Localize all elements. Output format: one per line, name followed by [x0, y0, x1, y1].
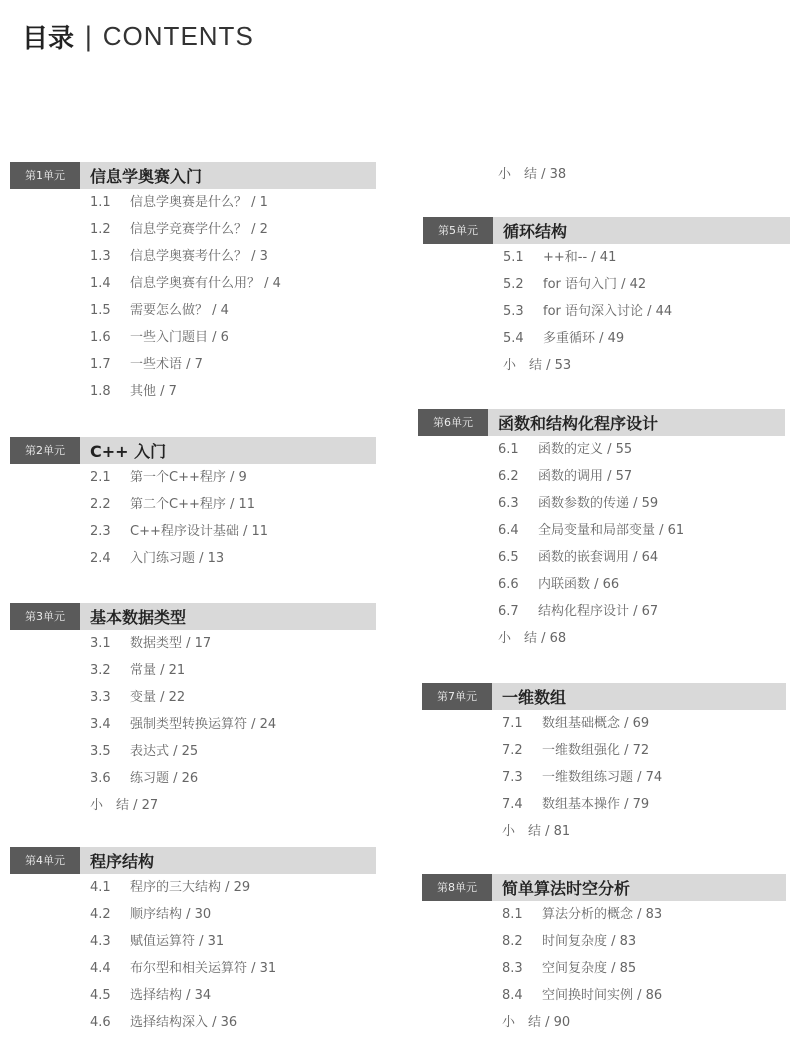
unit-section: [423, 217, 790, 379]
entry-number: 7.4: [502, 797, 523, 812]
entry-text: 一些入门题目 / 6: [130, 330, 229, 345]
unit-section: [10, 603, 376, 819]
entry-number: 6.5: [498, 550, 519, 565]
entry-text: 一维数组强化 / 72: [542, 743, 650, 758]
toc-entry[interactable]: [502, 737, 786, 764]
entry-number: 3.4: [90, 717, 111, 732]
unit-section: [10, 162, 376, 405]
entry-text: 信息学奥赛考什么？ / 3: [130, 249, 268, 264]
entry-number: 4.1: [90, 880, 111, 895]
entry-text: 数据类型 / 17: [130, 636, 212, 651]
toc-entry[interactable]: [90, 351, 376, 378]
toc-entry[interactable]: [90, 874, 376, 901]
entry-text: 一些术语 / 7: [130, 357, 203, 372]
unit-header[interactable]: [10, 603, 376, 630]
entry-text: 信息学竞赛学什么？ / 2: [130, 222, 268, 237]
entry-number: 1.6: [90, 330, 111, 345]
toc-entry[interactable]: [90, 464, 376, 491]
unit-header[interactable]: [418, 409, 785, 436]
toc-entry[interactable]: [90, 684, 376, 711]
entry-number: 8.3: [502, 961, 523, 976]
entry-text: 强制类型转换运算符 / 24: [130, 717, 277, 732]
toc-entry[interactable]: [90, 928, 376, 955]
entry-text: 函数的调用 / 57: [538, 469, 633, 484]
entry-number: 2.1: [90, 470, 111, 485]
toc-entry-summary-unit4[interactable]: 小 结 / 38: [498, 167, 567, 182]
entry-text: 顺序结构 / 30: [130, 907, 212, 922]
entry-text: 第一个C++程序 / 9: [130, 470, 247, 485]
entry-text: 数组基本操作 / 79: [542, 797, 650, 812]
entry-number: 8.2: [502, 934, 523, 949]
entry-text: 变量 / 22: [130, 690, 186, 705]
entry-text: 一维数组练习题 / 74: [542, 770, 663, 785]
entry-number: 6.1: [498, 442, 519, 457]
page-title: [22, 18, 254, 55]
toc-entry[interactable]: [503, 298, 790, 325]
entry-number: 6.6: [498, 577, 519, 592]
entry-number: 5.4: [503, 331, 524, 346]
toc-entry[interactable]: [90, 189, 376, 216]
unit-section: [422, 874, 786, 1036]
entry-text: 赋值运算符 / 31: [130, 934, 225, 949]
entry-number: 1.2: [90, 222, 111, 237]
entry-number: 3.2: [90, 663, 111, 678]
entry-number: 4.2: [90, 907, 111, 922]
toc-entry[interactable]: [90, 1009, 376, 1036]
unit-header[interactable]: [10, 847, 376, 874]
entry-text: 数组基础概念 / 69: [542, 716, 650, 731]
toc-entry[interactable]: [90, 792, 376, 819]
entry-number: 4.5: [90, 988, 111, 1003]
toc-entry[interactable]: [498, 463, 785, 490]
entry-text: C++程序设计基础 / 11: [130, 524, 269, 539]
entry-text: 函数参数的传递 / 59: [538, 496, 659, 511]
entry-number: 1.3: [90, 249, 111, 264]
unit-header[interactable]: [10, 437, 376, 464]
entry-number: 4.3: [90, 934, 111, 949]
entry-number: 7.2: [502, 743, 523, 758]
entry-text: 入门练习题 / 13: [130, 551, 225, 566]
unit-title: 一维数组: [502, 688, 567, 707]
entry-number: 7.3: [502, 770, 523, 785]
unit-label: 第7单元: [422, 683, 492, 710]
toc-entry[interactable]: [498, 571, 785, 598]
unit-section: [10, 847, 376, 1036]
toc-entry[interactable]: [498, 625, 785, 652]
entry-number: 4.6: [90, 1015, 111, 1030]
toc-entry[interactable]: [90, 982, 376, 1009]
unit-title: 信息学奥赛入门: [90, 167, 203, 186]
toc-entry[interactable]: [90, 518, 376, 545]
unit-title: 简单算法时空分析: [502, 879, 631, 898]
entry-text: 第二个C++程序 / 11: [130, 497, 256, 512]
entry-text: 多重循环 / 49: [543, 331, 625, 346]
unit-section: [10, 437, 376, 572]
entry-number: 1.4: [90, 276, 111, 291]
toc-entry[interactable]: [502, 901, 786, 928]
unit-header[interactable]: [423, 217, 790, 244]
unit-label: 第2单元: [10, 437, 80, 464]
entry-number: 4.4: [90, 961, 111, 976]
entry-number: 7.1: [502, 716, 523, 731]
title-en: CONTENTS: [102, 21, 254, 51]
toc-entry[interactable]: [90, 216, 376, 243]
entry-text: 选择结构深入 / 36: [130, 1015, 238, 1030]
entry-text: for 语句深入讨论 / 44: [543, 304, 673, 319]
entry-text: 程序的三大结构 / 29: [130, 880, 251, 895]
entry-text: 内联函数 / 66: [538, 577, 620, 592]
entry-number: 1.8: [90, 384, 111, 399]
toc-entry[interactable]: [90, 738, 376, 765]
entry-number: 3.6: [90, 771, 111, 786]
entry-text: 函数的嵌套调用 / 64: [538, 550, 659, 565]
entry-text: 小 结 / 68: [498, 631, 567, 646]
entry-text: 常量 / 21: [130, 663, 186, 678]
toc-entry[interactable]: [90, 378, 376, 405]
unit-section: [418, 409, 785, 652]
entry-number: 8.4: [502, 988, 523, 1003]
entry-text: 表达式 / 25: [130, 744, 199, 759]
entry-number: 3.5: [90, 744, 111, 759]
entry-number: 6.3: [498, 496, 519, 511]
entry-text: 信息学奥赛是什么？ / 1: [130, 195, 268, 210]
title-separator: |: [84, 21, 93, 52]
toc-entry[interactable]: [502, 928, 786, 955]
toc-entry[interactable]: [498, 436, 785, 463]
entry-text: 练习题 / 26: [130, 771, 199, 786]
unit-label: 第5单元: [423, 217, 493, 244]
toc-entry[interactable]: [498, 598, 785, 625]
entry-text: 布尔型和相关运算符 / 31: [130, 961, 277, 976]
toc-entry[interactable]: [90, 630, 376, 657]
entry-number: 6.2: [498, 469, 519, 484]
unit-label: 第8单元: [422, 874, 492, 901]
entry-number: 1.5: [90, 303, 111, 318]
toc-entry[interactable]: [90, 324, 376, 351]
unit-title: 循环结构: [503, 222, 568, 241]
unit-header[interactable]: [10, 162, 376, 189]
toc-entry[interactable]: [90, 657, 376, 684]
entry-text: 空间复杂度 / 85: [542, 961, 637, 976]
toc-entry[interactable]: [90, 270, 376, 297]
unit-title: C++ 入门: [90, 442, 167, 461]
unit-header[interactable]: [422, 683, 786, 710]
toc-entry[interactable]: [90, 545, 376, 572]
toc-entry[interactable]: [503, 352, 790, 379]
entry-text: 结构化程序设计 / 67: [538, 604, 659, 619]
entry-text: 其他 / 7: [130, 384, 177, 399]
unit-label: 第1单元: [10, 162, 80, 189]
entry-text: 时间复杂度 / 83: [542, 934, 637, 949]
entry-number: 5.3: [503, 304, 524, 319]
toc-entry[interactable]: [90, 901, 376, 928]
toc-entry[interactable]: [503, 271, 790, 298]
toc-entry[interactable]: [90, 955, 376, 982]
entry-number: 6.7: [498, 604, 519, 619]
entry-text: for 语句入门 / 42: [543, 277, 647, 292]
toc-entry[interactable]: [498, 490, 785, 517]
toc-entry[interactable]: [502, 764, 786, 791]
entry-number: 6.4: [498, 523, 519, 538]
toc-entry[interactable]: [90, 297, 376, 324]
entry-text: 全局变量和局部变量 / 61: [538, 523, 685, 538]
entry-text: 选择结构 / 34: [130, 988, 212, 1003]
unit-title: 程序结构: [90, 852, 155, 871]
entry-number: 3.3: [90, 690, 111, 705]
entry-text: 小 结 / 81: [502, 824, 571, 839]
entry-number: 3.1: [90, 636, 111, 651]
unit-label: 第4单元: [10, 847, 80, 874]
entry-text: 需要怎么做？ / 4: [130, 303, 229, 318]
entry-number: 2.2: [90, 497, 111, 512]
toc-entry[interactable]: [503, 325, 790, 352]
entry-number: 1.7: [90, 357, 111, 372]
toc-entry[interactable]: [90, 765, 376, 792]
toc-entry[interactable]: [498, 517, 785, 544]
toc-entry[interactable]: [90, 243, 376, 270]
entry-number: 8.1: [502, 907, 523, 922]
toc-entry[interactable]: [502, 982, 786, 1009]
toc-entry[interactable]: [502, 818, 786, 845]
entry-number: 1.1: [90, 195, 111, 210]
toc-entry[interactable]: [90, 491, 376, 518]
toc-entry[interactable]: [502, 1009, 786, 1036]
entry-text: 算法分析的概念 / 83: [542, 907, 663, 922]
unit-header[interactable]: [422, 874, 786, 901]
toc-entry[interactable]: [503, 244, 790, 271]
entry-text: 空间换时间实例 / 86: [542, 988, 663, 1003]
unit-label: 第6单元: [418, 409, 488, 436]
toc-entry[interactable]: [90, 711, 376, 738]
entry-text: 小 结 / 90: [502, 1015, 571, 1030]
entry-text: 信息学奥赛有什么用？ / 4: [130, 276, 281, 291]
entry-text: 小 结 / 27: [90, 798, 159, 813]
toc-entry[interactable]: [502, 710, 786, 737]
unit-title: 函数和结构化程序设计: [498, 414, 659, 433]
entry-number: 2.4: [90, 551, 111, 566]
title-zh: 目录: [22, 24, 75, 54]
entry-text: 小 结 / 53: [503, 358, 572, 373]
entry-text: ++和-- / 41: [543, 250, 617, 265]
entry-text: 函数的定义 / 55: [538, 442, 633, 457]
unit-section: [422, 683, 786, 845]
entry-number: 5.1: [503, 250, 524, 265]
unit-title: 基本数据类型: [90, 608, 187, 627]
entry-number: 5.2: [503, 277, 524, 292]
toc-entry[interactable]: [502, 955, 786, 982]
toc-entry[interactable]: [498, 544, 785, 571]
entry-number: 2.3: [90, 524, 111, 539]
toc-entry[interactable]: [502, 791, 786, 818]
unit-label: 第3单元: [10, 603, 80, 630]
